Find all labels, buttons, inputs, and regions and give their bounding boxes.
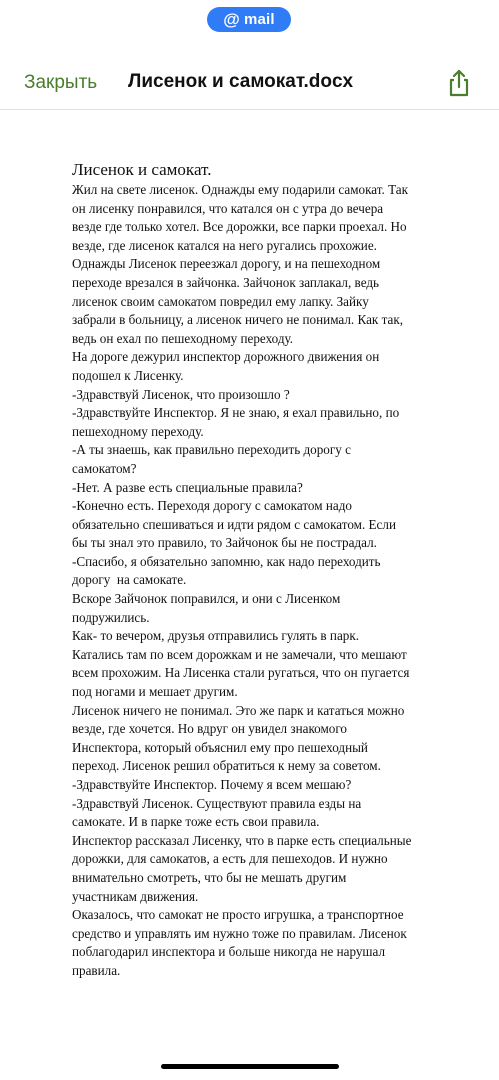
- document-paragraph: Как- то вечером, друзья отправились гулять в парк. Катались там по всем дорожкам и не замечали, что мешают всем прохожим. На Лисенка стали ругаться, что он пугается под ногами и мешает другим.: [72, 628, 410, 700]
- close-button[interactable]: Закрыть: [24, 72, 98, 93]
- document-heading: Лисенок и самокат.: [72, 160, 212, 179]
- document-paragraph: Вскоре Зайчонок поправился, и они с Лисенком подружились.: [72, 591, 341, 625]
- document-paragraph: Жил на свете лисенок. Однажды ему подарили самокат. Так он лисенку понравился, что катался он с утра до вечера везде где только хотел. Все дорожки, все парки проехал. Но везде, где лисенок катался на него ругались прохожие. Однажды Лисенок переезжал дорогу, и на пешеходном переходе врезался в зайчонка. Зайчонок заплакал, ведь лисенок своим самокатом повредил ему лапку. Зайку забрали в больницу, а лисенок ничего не понимал. Как так, ведь он ехал по пешеходному переходу.: [72, 182, 409, 346]
- document-paragraph: На дороге дежурил инспектор дорожного движения он подошел к Лисенку.: [72, 349, 380, 383]
- navigation-divider: [0, 109, 499, 110]
- navigation-bar: [0, 56, 499, 112]
- document-paragraph: Оказалось, что самокат не просто игрушка, а транспортное средство и управлять им нужно тоже по правилам. Лисенок поблагодарил инспектора и больше никогда не нарушал правила.: [72, 907, 407, 978]
- share-button[interactable]: [444, 68, 474, 98]
- document-paragraph: -Спасибо, я обязательно запомню, как надо переходить дорогу на самокате.: [72, 553, 381, 588]
- document-paragraph: Инспектор рассказал Лисенку, что в парке есть специальные дорожки, для самокатов, а есть для пешеходов. И нужно внимательно смотреть, что бы не мешать другим участникам движения.: [72, 832, 412, 904]
- document-paragraph: Лисенок ничего не понимал. Это же парк и кататься можно везде, где хочется. Но вдруг он увидел знакомого Инспектора, который объяснил ему про пешеходный переход. Лисенок решил обратиться к нему за советом.: [72, 702, 405, 774]
- document-paragraph: -Нет. А разве есть специальные правила?: [72, 479, 303, 495]
- mail-indicator-pill[interactable]: [207, 7, 291, 32]
- document-paragraph: -А ты знаешь, как правильно переходить дорогу с самокатом?: [72, 442, 351, 476]
- mail-indicator-label: mail: [243, 11, 275, 28]
- document-paragraph: -Здравствуйте Инспектор. Я не знаю, я ехал правильно, по пешеходному переходу.: [72, 405, 400, 439]
- home-indicator[interactable]: [161, 1064, 339, 1069]
- document-paragraph: -Конечно есть. Переходя дорогу с самокатом надо обязательно спешиваться и идти рядом с самокатом. Если бы ты знал это правило, то Зайчонок бы не пострадал.: [72, 498, 396, 551]
- document-paragraph: -Здравствуйте Инспектор. Почему я всем мешаю?: [72, 777, 352, 792]
- at-sign-icon: @: [223, 10, 240, 29]
- document-paragraph: -Здравствуй Лисенок, что произошло ?: [72, 386, 290, 402]
- document-page[interactable]: [72, 158, 444, 981]
- document-paragraph: -Здравствуй Лисенок. Существуют правила езды на самокате. И в парке тоже есть свои правила.: [72, 795, 362, 830]
- share-icon: [444, 68, 474, 98]
- document-file-title: Лисенок и самокат.docx: [128, 71, 354, 92]
